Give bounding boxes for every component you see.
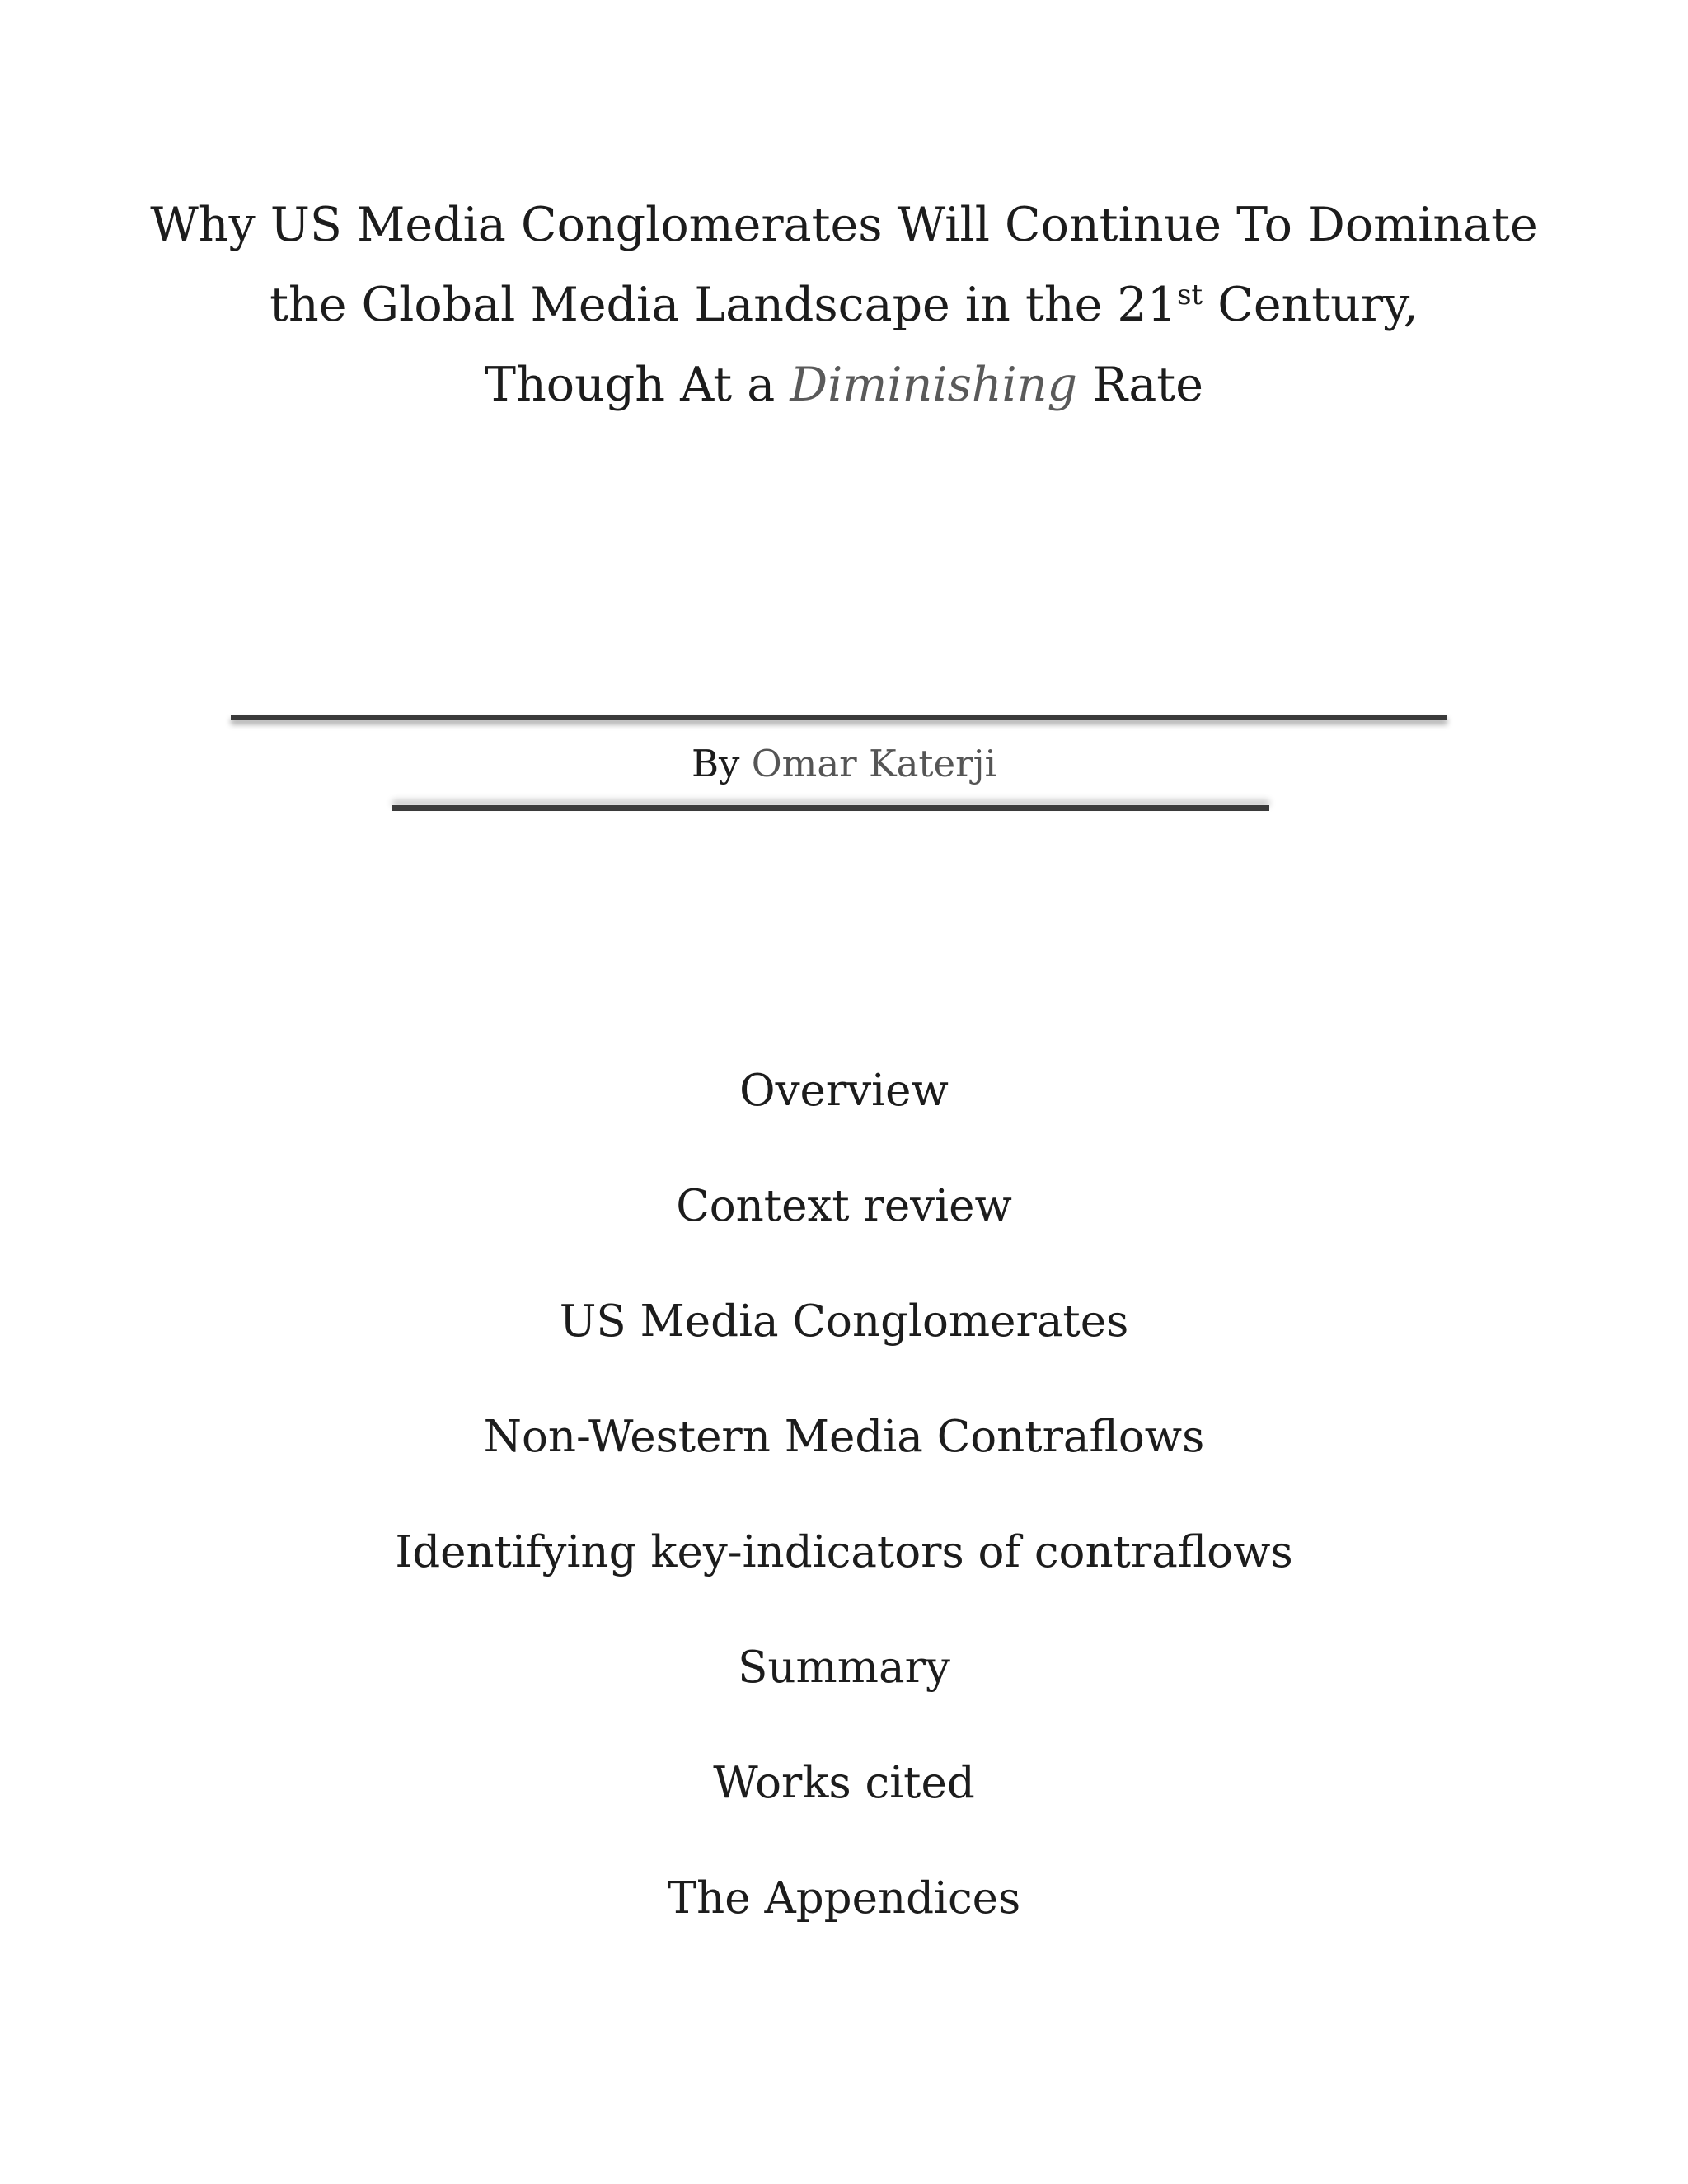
author-name: Omar Katerji <box>751 742 997 785</box>
toc-item-key-indicators: Identifying key-indicators of contraflows <box>395 1527 1293 1577</box>
table-of-contents <box>0 1058 1688 1981</box>
byline <box>0 739 1688 789</box>
toc-item-context-review: Context review <box>676 1181 1012 1231</box>
toc-item-summary: Summary <box>738 1643 950 1693</box>
bottom-divider <box>392 805 1269 811</box>
toc-item-us-media-conglomerates: US Media Conglomerates <box>559 1296 1129 1347</box>
title-line-2 <box>0 265 1688 345</box>
title-line-2-end: Century, <box>1203 278 1418 332</box>
toc-item-appendices: The Appendices <box>667 1873 1021 1924</box>
title-line-3-text: Though At a <box>485 358 790 412</box>
top-divider <box>231 715 1447 720</box>
byline-prefix: By <box>691 742 752 785</box>
toc-item-overview: Overview <box>739 1066 949 1116</box>
title-line-1: Why US Media Conglomerates Will Continue To Dominate <box>150 198 1538 252</box>
title-ordinal-suffix: st <box>1176 279 1203 312</box>
document-title <box>0 185 1688 425</box>
title-line-3-end: Rate <box>1076 358 1203 412</box>
title-emphasis: Diminishing <box>790 358 1077 412</box>
title-line-3 <box>0 345 1688 425</box>
title-line-2-text: the Global Media Landscape in the 21 <box>270 278 1177 332</box>
toc-item-works-cited: Works cited <box>713 1758 975 1808</box>
toc-item-non-western-contraflows: Non-Western Media Contraflows <box>483 1412 1205 1462</box>
